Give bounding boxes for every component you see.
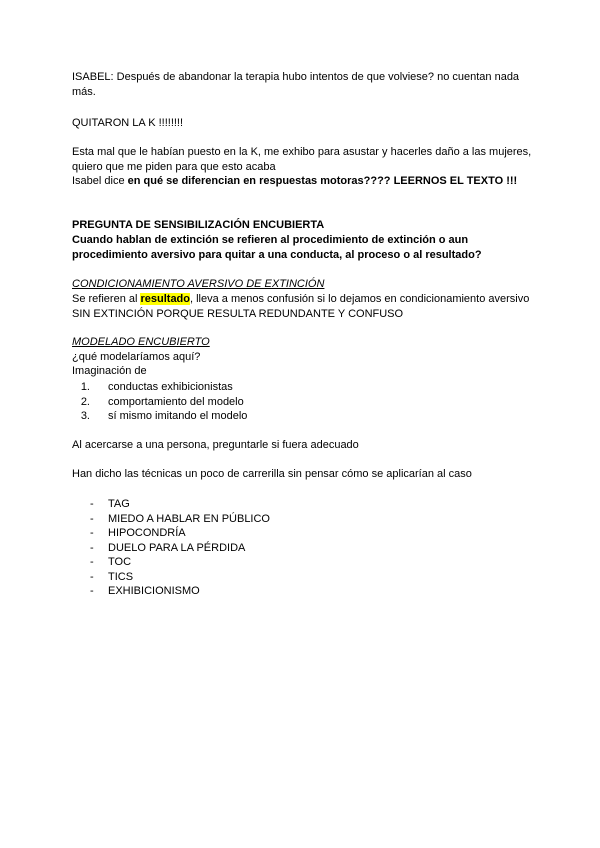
list-text: TICS	[108, 570, 134, 583]
paragraph-resultado	[72, 292, 532, 322]
list-item	[90, 497, 490, 512]
list-number: 2.	[80, 395, 90, 408]
heading-sensibilizacion: PREGUNTA DE SENSIBILIZACIÓN ENCUBIERTA	[72, 219, 325, 231]
dash-bullet: -	[90, 570, 94, 583]
resultado-post: , lleva a menos confusión si lo dejamos en condicionamiento aversivo SIN EXTINCIÓN PORQUE RESULTA REDUNDANTE Y CONFUSO	[72, 293, 530, 320]
list-text: HIPOCONDRÍA	[108, 527, 186, 539]
list-number: 3.	[80, 410, 90, 422]
list-text: DUELO PARA LA PÉRDIDA	[108, 541, 246, 554]
modelado-imaginacion: Imaginación de	[72, 365, 147, 377]
dash-bullet: -	[90, 512, 94, 525]
modelado-question: ¿qué modelaríamos aquí?	[72, 351, 201, 363]
dash-bullet: -	[90, 585, 94, 597]
list-item	[90, 555, 490, 570]
dash-bullet: -	[90, 541, 94, 554]
list-text: conductas exhibicionistas	[108, 381, 233, 393]
list-text: TAG	[108, 498, 130, 510]
list-item	[90, 512, 490, 527]
list-item	[72, 395, 532, 410]
list-text: sí mismo imitando el modelo	[108, 410, 248, 422]
numbered-list	[72, 380, 532, 424]
heading-modelado: MODELADO ENCUBIERTO	[72, 336, 210, 348]
list-item	[72, 409, 532, 424]
isabel-dice-bold: en qué se diferencian en respuestas motoras???? LEERNOS EL TEXTO !!!	[127, 175, 518, 187]
list-text: comportamiento del modelo	[108, 395, 244, 408]
paragraph-esta-mal: Esta mal que le habían puesto en la K, me exhibo para asustar y hacerles daño a las mujeres, quiero que me piden para que esto acaba	[72, 146, 532, 173]
list-item	[72, 380, 532, 395]
paragraph-isabel-dice	[72, 174, 532, 189]
list-item	[90, 541, 490, 556]
resultado-highlight: resultado	[140, 293, 190, 305]
question-extincion: Cuando hablan de extinción se refieren al procedimiento de extinción o aun procedimiento aversivo para quitar a una conducta, al proceso o al resultado?	[72, 234, 482, 261]
list-item	[90, 584, 490, 599]
list-item	[90, 526, 490, 541]
paragraph-quitaron: QUITARON LA K !!!!!!!!	[72, 117, 184, 129]
paragraph-tecnicas: Han dicho las técnicas un poco de carrerilla sin pensar cómo se aplicarían al caso	[72, 468, 472, 480]
list-text: TOC	[108, 556, 132, 568]
list-number: 1.	[80, 381, 90, 393]
paragraph-isabel: ISABEL: Después de abandonar la terapia hubo intentos de que volviese? no cuentan nada más.	[72, 71, 520, 98]
dash-bullet: -	[90, 556, 94, 568]
dash-bullet: -	[90, 498, 94, 510]
heading-condicionamiento: CONDICIONAMIENTO AVERSIVO DE EXTINCIÓN	[72, 278, 325, 290]
isabel-dice-text: Isabel dice	[72, 175, 128, 187]
list-item	[90, 570, 490, 585]
list-text: MIEDO A HABLAR EN PÚBLICO	[108, 512, 270, 525]
dash-list	[90, 497, 490, 599]
resultado-pre: Se refieren al	[72, 293, 141, 305]
dash-bullet: -	[90, 527, 94, 539]
paragraph-acercarse: Al acercarse a una persona, preguntarle si fuera adecuado	[72, 439, 359, 451]
list-text: EXHIBICIONISMO	[108, 585, 200, 597]
